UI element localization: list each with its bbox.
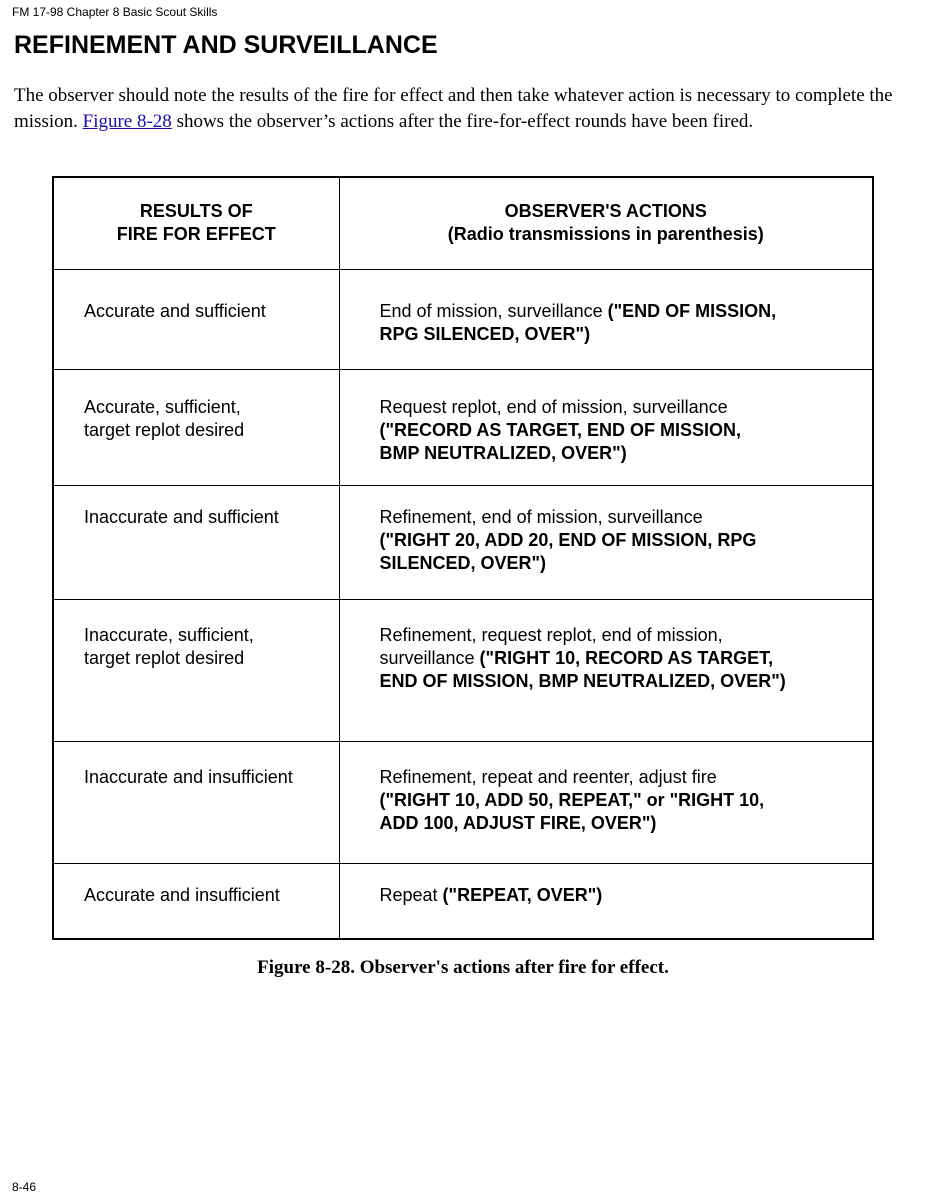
action-line bbox=[380, 789, 865, 812]
action-text: surveillance bbox=[379, 647, 480, 668]
result-line: Accurate and insufficient bbox=[84, 884, 280, 905]
action-text: Refinement, request replot, end of mission, bbox=[379, 624, 723, 645]
result-line: Accurate, sufficient, bbox=[84, 396, 241, 417]
figure-8-28-link[interactable]: Figure 8-28 bbox=[82, 111, 172, 132]
result-cell bbox=[53, 741, 339, 863]
action-line bbox=[380, 647, 865, 670]
radio-transmission: ("END OF MISSION, bbox=[607, 300, 777, 321]
radio-transmission: ("RIGHT 20, ADD 20, END OF MISSION, RPG bbox=[379, 529, 757, 550]
action-line bbox=[380, 624, 865, 647]
header-results-line: RESULTS OF bbox=[139, 201, 253, 222]
table-row bbox=[53, 599, 873, 741]
action-cell bbox=[339, 741, 873, 863]
action-line bbox=[380, 812, 865, 835]
action-text: Refinement, repeat and reenter, adjust fire bbox=[379, 766, 717, 787]
header-actions bbox=[339, 177, 873, 269]
action-line bbox=[380, 323, 865, 346]
result-line: Inaccurate and insufficient bbox=[84, 766, 293, 787]
result-cell bbox=[53, 269, 339, 369]
action-cell bbox=[339, 269, 873, 369]
radio-transmission: RPG SILENCED, OVER") bbox=[379, 323, 591, 344]
page-number: 8-46 bbox=[12, 1180, 37, 1194]
action-line bbox=[380, 396, 865, 419]
table-row bbox=[53, 369, 873, 485]
page-title: REFINEMENT AND SURVEILLANCE bbox=[14, 31, 438, 59]
radio-transmission: ("REPEAT, OVER") bbox=[442, 884, 603, 905]
header-results bbox=[53, 177, 339, 269]
action-line bbox=[380, 552, 865, 575]
action-cell bbox=[339, 485, 873, 599]
action-text: Request replot, end of mission, surveillance bbox=[379, 396, 728, 417]
result-line: Inaccurate, sufficient, bbox=[84, 624, 254, 645]
action-cell bbox=[339, 599, 873, 741]
action-line bbox=[380, 884, 865, 907]
result-cell bbox=[53, 485, 339, 599]
header-results-line: FIRE FOR EFFECT bbox=[116, 224, 276, 245]
header-actions-line: OBSERVER'S ACTIONS bbox=[504, 201, 707, 222]
intro-paragraph bbox=[14, 83, 914, 135]
radio-transmission: BMP NEUTRALIZED, OVER") bbox=[379, 442, 627, 463]
table-row bbox=[53, 485, 873, 599]
result-line: Inaccurate and sufficient bbox=[84, 506, 279, 527]
action-line bbox=[380, 300, 865, 323]
radio-transmission: END OF MISSION, BMP NEUTRALIZED, OVER") bbox=[379, 670, 786, 691]
action-cell bbox=[339, 369, 873, 485]
result-cell bbox=[53, 369, 339, 485]
result-line: target replot desired bbox=[84, 647, 245, 668]
header-actions-line: (Radio transmissions in parenthesis) bbox=[447, 224, 764, 245]
table-row bbox=[53, 863, 873, 939]
intro-text-after: shows the observer’s actions after the fire-for-effect rounds have been fired. bbox=[171, 111, 754, 132]
action-line bbox=[380, 419, 865, 442]
result-line: Accurate and sufficient bbox=[84, 300, 266, 321]
observer-actions-table bbox=[52, 176, 874, 940]
table-row bbox=[53, 269, 873, 369]
action-text: Repeat bbox=[379, 884, 443, 905]
action-line bbox=[380, 442, 865, 465]
action-line bbox=[380, 766, 865, 789]
running-head: FM 17-98 Chapter 8 Basic Scout Skills bbox=[12, 5, 218, 19]
intro-text-before: The observer should note the results of the fire for effect and then take whatever action is necessary to complete the mission. bbox=[14, 85, 893, 132]
action-cell bbox=[339, 863, 873, 939]
result-cell bbox=[53, 863, 339, 939]
result-line: target replot desired bbox=[84, 419, 245, 440]
radio-transmission: ("RIGHT 10, ADD 50, REPEAT," or "RIGHT 10, bbox=[379, 789, 765, 810]
action-text: End of mission, surveillance bbox=[379, 300, 608, 321]
action-line bbox=[380, 529, 865, 552]
radio-transmission: SILENCED, OVER") bbox=[379, 552, 547, 573]
radio-transmission: ("RECORD AS TARGET, END OF MISSION, bbox=[379, 419, 742, 440]
action-line bbox=[380, 506, 865, 529]
radio-transmission: ("RIGHT 10, RECORD AS TARGET, bbox=[479, 647, 774, 668]
action-line bbox=[380, 670, 865, 693]
figure-caption: Figure 8-28. Observer's actions after fire for effect. bbox=[257, 957, 669, 978]
result-cell bbox=[53, 599, 339, 741]
radio-transmission: ADD 100, ADJUST FIRE, OVER") bbox=[379, 812, 657, 833]
action-text: Refinement, end of mission, surveillance bbox=[379, 506, 703, 527]
table-header-row bbox=[53, 177, 873, 269]
table-row bbox=[53, 741, 873, 863]
